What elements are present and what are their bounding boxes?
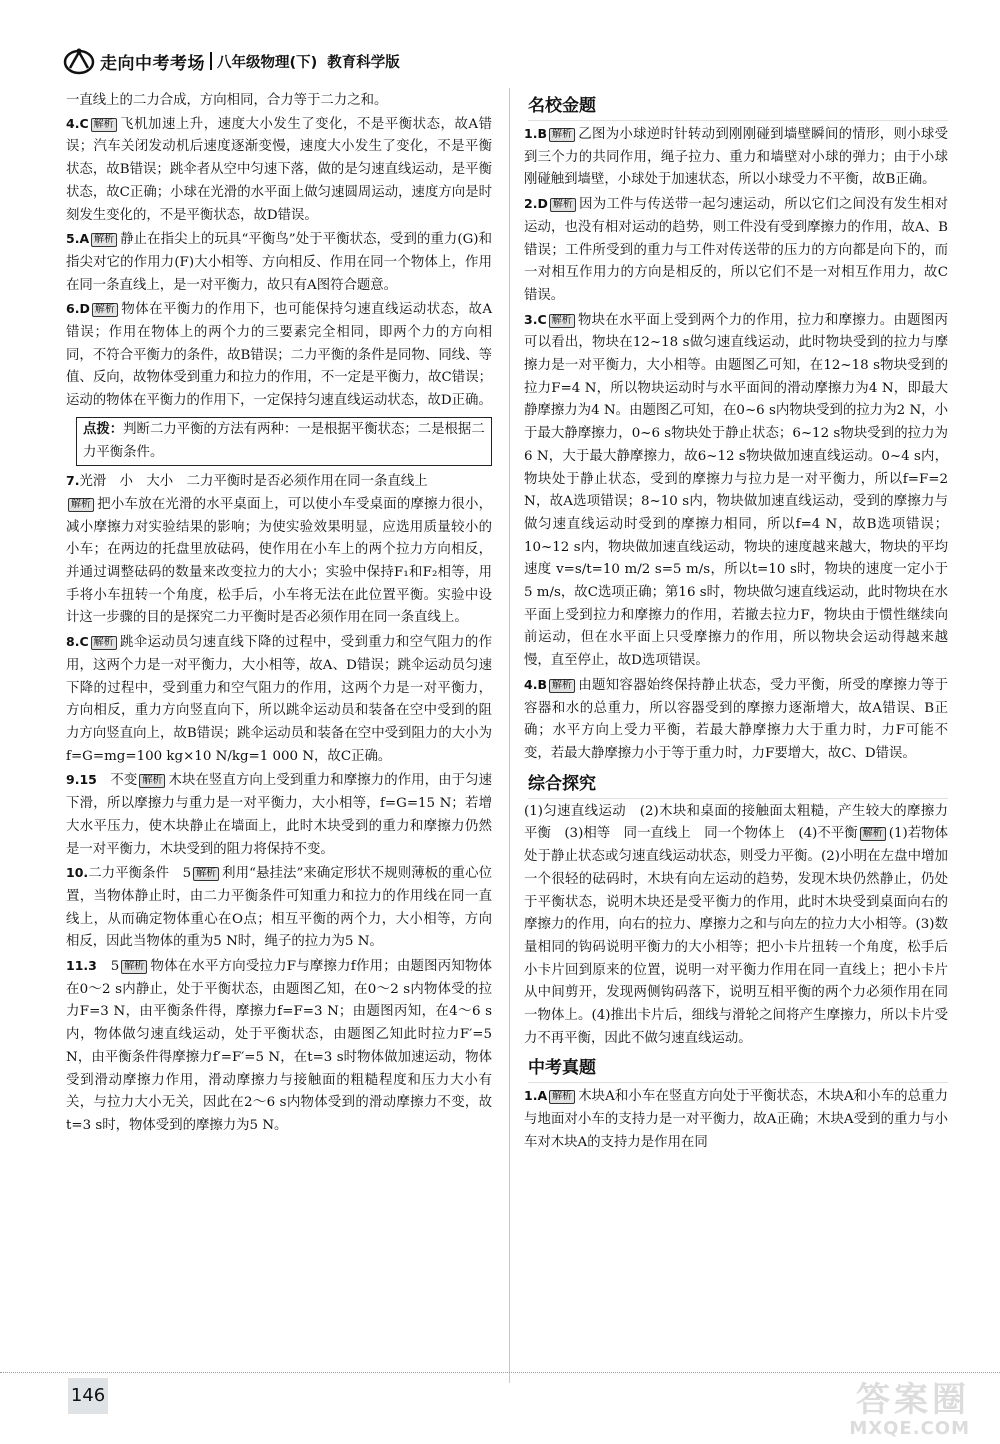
- answer-number: 5.A: [66, 231, 90, 247]
- answer-text: 静止在指尖上的玩具“平衡鸟”处于平衡状态，受到的重力(G)和指尖对它的作用力(F)大小相等、方向相反、作用在同一个物体上，作用在同一条直线上，是一对平衡力，故只有A图符合题意。: [66, 232, 492, 293]
- header-divider: [210, 52, 212, 70]
- answer-9: [66, 769, 492, 861]
- answer-number: 1.B: [524, 126, 547, 141]
- watermark-url: MXQE.COM: [849, 1418, 970, 1439]
- zonghe-answer: [524, 801, 962, 1051]
- watermark: [849, 1382, 970, 1439]
- mx-answer-2: [524, 193, 948, 308]
- analysis-tag: 解析: [91, 636, 117, 650]
- tip-label: 点拨：: [83, 421, 124, 437]
- analysis-tag: 解析: [92, 303, 118, 317]
- answer-text: 把小车放在光滑的水平桌面上，可以使小车受桌面的摩擦力很小，减小摩擦力对实验结果的影响；为使实验效果明显，应选用质量较小的小车；在两边的托盘里放砝码，使作用在小车上的两个拉力方向相反，并通过调整砝码的数量来改变拉力的大小；实验中保持F₁和F₂相等，用手将小车扭转一个角度，松手后，小车将无法在此位置平衡。实验中设计这一步骤的目的是探究二力平衡时是否必须作用在同一条直线上。: [66, 496, 492, 626]
- page-header: [62, 44, 512, 78]
- answer-7: [66, 470, 492, 630]
- answer-6: [66, 298, 492, 413]
- answer-head: 5: [96, 959, 120, 975]
- section-heading-zonghe: 综合探究: [528, 770, 948, 799]
- left-column: [66, 90, 492, 1139]
- analysis-tag: 解析: [550, 198, 576, 212]
- answer-number: 4.C: [66, 115, 89, 131]
- analysis-tag: 解析: [121, 960, 147, 974]
- answer-number: 7.: [66, 473, 80, 489]
- book-logo-icon: [62, 46, 96, 76]
- answer-text: 跳伞运动员匀速直线下降的过程中，受到重力和空气阻力的作用，这两个力是一对平衡力，大小相等，故A、D错误；跳伞运动员匀速下降的过程中，受到重力和空气阻力的作用，这两个力是一对平衡力，方向相反，重力方向竖直向下，所以跳伞运动员和装备在空中受到的阻力方向竖直向上，故B错误；跳伞运动员和装备在空中受到阻力的大小为f=G=mg=100 kg×10 N/kg=1 000 N，故C正确。: [66, 635, 492, 764]
- answer-head: (1)匀速直线运动 (2)木块和桌面的接触面太粗糙，产生较大的摩擦力 平衡 (3)相等 同一直线上 同一个物体上 (4)不平衡: [524, 803, 962, 842]
- mx-answer-3: [524, 309, 948, 673]
- analysis-tag: 解析: [68, 498, 94, 512]
- answer-text: 乙图为小球逆时针转动到刚刚碰到墙壁瞬间的情形，则小球受到三个力的共同作用，绳子拉力、重力和墙壁对小球的弹力；由于小球刚碰触到墙壁，小球处于加速状态，所以小球受力不平衡，故B正确。: [524, 127, 948, 188]
- answer-5: [66, 228, 492, 297]
- right-column: [524, 88, 962, 1156]
- answer-text: (1)若物体处于静止状态或匀速直线运动状态，则受力平衡。(2)小明在左盘中增加一个很轻的砝码时，木块有向左运动的趋势，发现木块仍然静止，仍处于平衡状态，说明木块还是受平衡力的作用，此时木块受到桌面向右的摩擦力的作用，向右的拉力、摩擦力之和与向左的拉力大小相等。(3)数量相同的钩码说明平衡力的大小相等；把小卡片扭转一个角度，松手后小卡片回到原来的位置，说明一对平衡力作用在同一直线上；把小卡片从中间剪开，发现两侧钩码落下，说明互相平衡的两个力必须作用在同一物体上。(4)推出卡片后，细线与滑轮之间将产生摩擦力，所以卡片受力不再平衡，因此不做匀速直线运动。: [524, 826, 949, 1046]
- answer-number: 3.C: [524, 311, 547, 327]
- answer-number: 11.3: [66, 958, 97, 974]
- answer-text: 飞机加速上升，速度大小发生了变化，不是平衡状态，故A错误；汽车关闭发动机后速度逐渐变慢，速度大小发生了变化，不是平衡状态，故B错误；跳伞者从空中匀速下落，做的是匀速直线运动，是平衡状态，故C正确；小球在光滑的水平面上做匀速圆周运动，速度方向是时刻发生变化的，不是平衡状态，故D错误。: [66, 116, 492, 223]
- answer-number: 8.C: [66, 634, 89, 650]
- answer-11: [66, 955, 492, 1138]
- answer-text: 由题知容器始终保持静止状态，受力平衡，所受的摩擦力等于容器和水的总重力，所以容器受到的摩擦力逐渐增大，故A错误、B正确；水平方向上受力平衡，若最大静摩擦力大于重力时，力F可能不变，若最大静摩擦力小于等于重力时，力F要增大，故C、D错误。: [524, 677, 948, 761]
- column-divider: [509, 88, 510, 1383]
- mx-answer-4: [524, 674, 948, 766]
- answer-text: 木块在竖直方向上受到重力和摩擦力的作用，由于匀速下滑，所以摩擦力与重力是一对平衡力，大小相等，f=G=15 N；若增大水平压力，使木块静止在墙面上，此时木块受到的重力和摩擦力仍然是一对平衡力，木块受到的阻力将保持不变。: [66, 773, 493, 857]
- analysis-tag: 解析: [549, 128, 575, 142]
- answer-number: 9.15: [66, 772, 97, 788]
- analysis-tag: 解析: [549, 314, 575, 328]
- answer-8: [66, 631, 492, 768]
- answer-text: 木块A和小车在竖直方向处于平衡状态，木块A和小车的总重力与地面对小车的支持力是一对平衡力，故A正确；木块A受到的重力与小车对木块A的支持力是作用在同: [524, 1089, 948, 1150]
- answer-head: 不变: [96, 773, 138, 789]
- footer-rule: [0, 1372, 1000, 1374]
- analysis-tag: 解析: [860, 827, 886, 841]
- book-publisher: 教育科学版: [327, 54, 400, 71]
- answer-head: 光滑 小 大小 二力平衡时是否必须作用在同一条直线上: [79, 474, 428, 490]
- section-heading-zhongkao: 中考真题: [528, 1054, 948, 1083]
- answer-head: 二力平衡条件 5: [88, 866, 192, 882]
- analysis-tag: 解析: [139, 774, 165, 788]
- answer-text: 物体在水平方向受拉力F与摩擦力f作用；由题图丙知物体在0～2 s内静止，处于平衡状态，由题图乙知，在0～2 s内物体受的拉力F=3 N，由平衡条件得，摩擦力f=F=3 N；由题图丙知，在4～6 s内，物体做匀速直线运动，处于平衡状态，由题图乙知此时拉力F′=5 N，由平衡条件得摩擦力f′=F′=5 N，在t=3 s时物体做加速运动，物体受到滑动摩擦力作用，滑动摩擦力与接触面的粗糙程度和压力大小有关，与拉力大小无关，因此在2～6 s内物体受到的滑动摩擦力不变，故t=3 s时，物体受到的摩擦力为5 N。: [66, 959, 492, 1133]
- answer-4: [66, 113, 492, 228]
- answer-number: 4.B: [524, 676, 547, 692]
- analysis-tag: 解析: [91, 233, 117, 247]
- tip-box: [76, 417, 492, 466]
- answer-text: 物体在平衡力的作用下，也可能保持匀速直线运动状态，故A错误；作用在物体上的两个力的三要素完全相同，即两个力的方向相同，不符合平衡力的条件，故B错误；二力平衡的条件是同物、同线、等值、反向，故物体受到重力和拉力的作用，不一定是平衡力，故C错误；运动的物体在平衡力的作用下，一定保持匀速直线运动状态，故D正确。: [66, 302, 492, 409]
- mx-answer-1: [524, 123, 948, 192]
- answer-number: 6.D: [66, 301, 90, 317]
- analysis-tag: 解析: [193, 867, 219, 881]
- analysis-tag: 解析: [549, 679, 575, 693]
- watermark-logo-text: 答案圈: [856, 1380, 970, 1420]
- answer-text: 因为工件与传送带一起匀速运动，所以它们之间没有发生相对运动，也没有相对运动的趋势，则工件没有受到摩擦力的作用，故A、B错误；工件所受到的重力与工件对传送带的压力的方向都是向下的，而一对相互作用力的方向是相反的，所以它们不是一对相互作用力，故C错误。: [524, 197, 948, 303]
- answer-number: 10.: [66, 865, 89, 881]
- answer-text: 物块在水平面上受到两个力的作用，拉力和摩擦力。由题图丙可以看出，物块在12~18 s做匀速直线运动，此时物块受到的拉力与摩擦力是一对平衡力，大小相等。由题图乙可知，在12~18 s物块受到的拉力F=4 N，所以物块运动时与水平面间的滑动摩擦力为4 N，即最大静摩擦力为4 N。由题图乙可知，在0~6 s内物块受到的拉力为2 N，小于最大静摩擦力，0~6 s物块处于静止状态；6~12 s物块受到的拉力为6 N，大于最大静摩擦力，故6~12 s物块做加速直线运动。0~4 s内，物块处于静止状态，受到的摩擦力与拉力是一对平衡力，所以f=F=2 N，故A选项错误；8~10 s内，物块做加速直线运动，受到的摩擦力与做匀速直线运动时受到的摩擦力相同，所以f=4 N，故B选项错误；10~12 s内，物块做加速直线运动，物块的速度越来越大，物块的平均速度 v=s/t=10 m/2 s=5 m/s，所以t=10 s时，物块的速度一定小于5 m/s，故C选项正确；第16 s时，物块做匀速直线运动，此时物块在水平面上受到拉力和摩擦力的作用，若撤去拉力F，物块由于惯性继续向前运动，但在水平面上只受摩擦力的作用，所以物块会运动得越来越慢，直至停止，故D选项错误。: [524, 312, 948, 669]
- analysis-tag: 解析: [91, 118, 117, 132]
- book-title: 走向中考考场: [100, 53, 205, 74]
- analysis-tag: 解析: [549, 1090, 575, 1104]
- book-subtitle: 八年级物理(下): [217, 54, 318, 71]
- answer-text: 利用“悬挂法”来确定形状不规则薄板的重心位置，当物体静止时，由二力平衡条件可知重力和拉力的作用线在同一直线上，从而确定物体重心在O点；相互平衡的两个力，大小相等，方向相反，因此当物体的重为5 N时，绳子的拉力为5 N。: [66, 866, 492, 950]
- page-number: 146: [68, 1378, 108, 1414]
- answer-continuation: 一直线上的二力合成，方向相同，合力等于二力之和。: [66, 93, 388, 108]
- zk-answer-1: [524, 1085, 948, 1154]
- answer-10: [66, 862, 492, 954]
- answer-number: 1.A: [524, 1088, 548, 1104]
- tip-text: 判断二力平衡的方法有两种：一是根据平衡状态；二是根据二力平衡条件。: [83, 421, 485, 460]
- answer-number: 2.D: [524, 196, 548, 212]
- section-heading-mingxiao: 名校金题: [528, 92, 948, 121]
